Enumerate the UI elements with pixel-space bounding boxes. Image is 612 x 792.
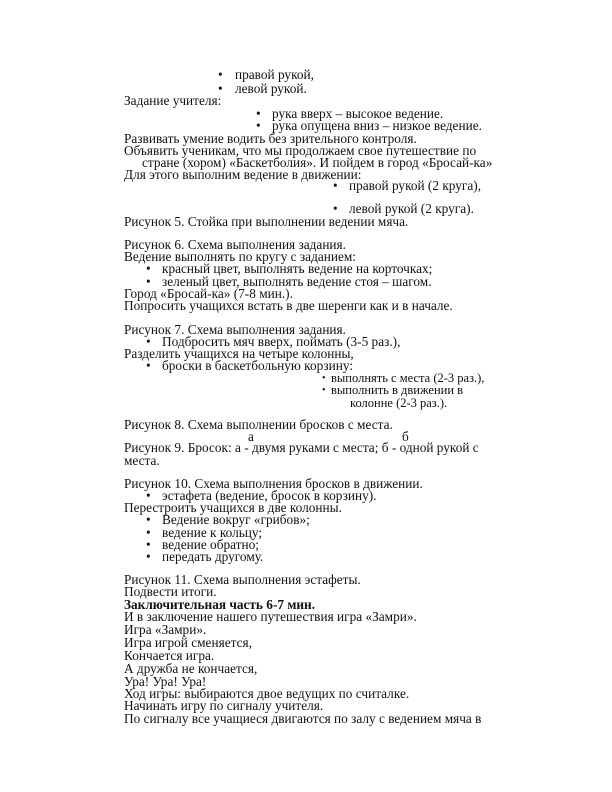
list-item: рука опущена вниз – низкое ведение. (272, 118, 482, 133)
list-item: ведение к кольцу; (162, 525, 263, 540)
bullet-icon (322, 384, 326, 398)
bullet-icon (146, 550, 151, 564)
paragraph: Попросить учащихся встать в две шеренги как и в начале. (124, 298, 453, 313)
paragraph: Объявить ученикам, что мы продолжаем свое путешествие по (124, 143, 477, 158)
list-item: эстафета (ведение, бросок в корзину). (162, 488, 377, 503)
list-item: рука вверх – высокое ведение. (272, 106, 444, 121)
paragraph: Начинать игру по сигналу учителя. (124, 698, 324, 713)
poem-line: А дружба не кончается, (124, 661, 258, 676)
paragraph: Развивать умение водить без зрительного контроля. (124, 131, 417, 146)
list-item: колонне (2-3 раз.). (350, 396, 448, 410)
paragraph: Задание учителя: (124, 93, 222, 108)
paragraph: Для этого выполним ведение в движении: (124, 167, 362, 182)
list-item: ведение обратно; (162, 537, 259, 552)
figure-caption: Рисунок 6. Схема выполнения задания. (124, 237, 346, 252)
paragraph: Разделить учащихся на четыре колонны, (124, 346, 354, 361)
list-item: Подбросить мяч вверх, поймать (3-5 раз.), (162, 334, 401, 349)
list-item: правой рукой (2 круга), (349, 178, 482, 193)
figure-caption: Рисунок 9. Бросок: а - двумя руками с места; б - одной рукой с (124, 440, 479, 455)
list-item: левой рукой. (235, 81, 307, 96)
list-item: выполнять с места (2-3 раз.), (331, 371, 485, 385)
list-item: правой рукой, (235, 67, 314, 82)
list-item: зеленый цвет, выполнять ведение стоя – шагом. (162, 274, 432, 289)
list-item: красный цвет, выполнять ведение на корточках; (162, 261, 433, 276)
paragraph: По сигналу все учащиеся двигаются по залу с ведением мяча в (124, 711, 482, 726)
paragraph: Игра «Замри». (124, 622, 207, 637)
paragraph: Ход игры: выбираются двое ведущих по считалке. (124, 686, 410, 701)
figure-caption: Рисунок 11. Схема выполнения эстафеты. (124, 572, 361, 587)
figure-caption: Рисунок 10. Схема выполнения бросков в движении. (124, 476, 423, 491)
poem-line: Ура! Ура! Ура! (124, 674, 207, 689)
figure-caption: Рисунок 5. Стойка при выполнении ведении мяча. (124, 214, 409, 229)
paragraph: Перестроить учащихся в две колонны. (124, 500, 342, 515)
list-item: левой рукой (2 круга). (349, 201, 474, 216)
figure-caption: Рисунок 7. Схема выполнения задания. (124, 322, 346, 337)
paragraph: Подвести итоги. (124, 584, 217, 599)
list-item: броски в баскетбольную корзину: (162, 358, 354, 373)
list-item: Ведение вокруг «грибов»; (162, 512, 310, 527)
paragraph: Ведение выполнять по кругу с заданием: (124, 249, 356, 264)
poem-line: Кончается игра. (124, 648, 215, 663)
bullet-icon (333, 179, 338, 193)
bullet-icon (146, 359, 151, 373)
figure-label-b: б (402, 429, 409, 444)
paragraph: стране (хором) «Баскетболия». И пойдем в город «Бросай-ка» (142, 155, 493, 170)
list-item: передать другому. (162, 549, 264, 564)
bullet-icon (218, 68, 223, 82)
paragraph: Город «Бросай-ка» (7-8 мин.). (124, 286, 293, 301)
poem-line: Игра игрой сменяется, (124, 635, 252, 650)
section-heading: Заключительная часть 6-7 мин. (124, 597, 316, 612)
list-item: выполнить в движении в (331, 383, 464, 397)
paragraph: И в заключение нашего путешествия игра «Замри». (124, 609, 417, 624)
figure-caption: места. (124, 453, 160, 468)
figure-caption: Рисунок 8. Схема выполнении бросков с места. (124, 417, 393, 432)
figure-label-a: а (248, 429, 254, 444)
